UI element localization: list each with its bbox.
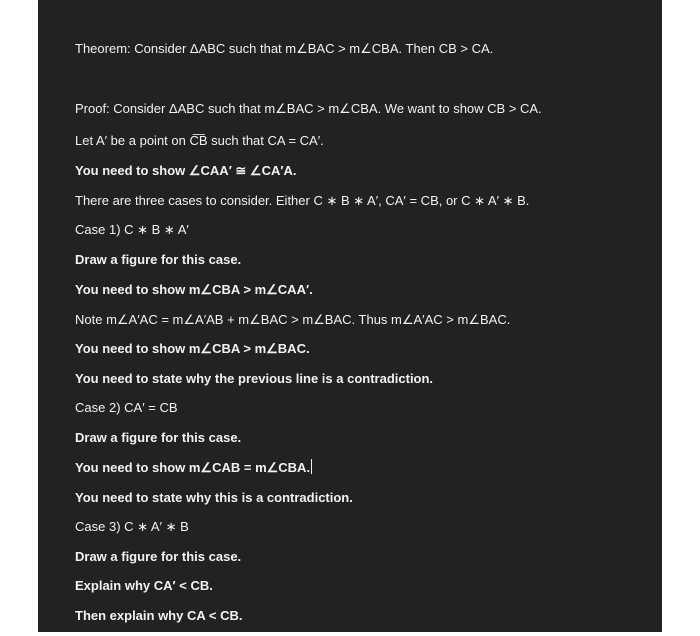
case-1-task-show: You need to show m∠CBA > m∠CAA′. bbox=[75, 282, 313, 297]
three-cases-statement: There are three cases to consider. Either C ∗ B ∗ A′, CA′ = CB, or C ∗ A′ ∗ B. bbox=[75, 193, 530, 208]
case-1-note: Note m∠A′AC = m∠A′AB + m∠BAC > m∠BAC. Thus m∠A′AC > m∠BAC. bbox=[75, 312, 511, 327]
case-3-explain-1: Explain why CA′ < CB. bbox=[75, 578, 213, 593]
case-1-contradiction: You need to state why the previous line is a contradiction. bbox=[75, 371, 434, 386]
case-2-task-show[interactable] bbox=[75, 459, 312, 477]
case-2-task-text: You need to show m∠CAB = m∠CBA. bbox=[75, 460, 311, 475]
case-2-draw-figure: Draw a figure for this case. bbox=[75, 430, 242, 445]
case-2-heading: Case 2) CA′ = CB bbox=[75, 400, 178, 415]
case-1-draw-figure: Draw a figure for this case. bbox=[75, 252, 242, 267]
proof-intro: Proof: Consider ΔABC such that m∠BAC > m∠CBA. We want to show CB > CA. bbox=[75, 101, 542, 116]
case-1-heading: Case 1) C ∗ B ∗ A′ bbox=[75, 222, 189, 237]
case-1-task-show-2: You need to show m∠CBA > m∠BAC. bbox=[75, 341, 310, 356]
task-show-angles-congruent: You need to show ∠CAA′ ≅ ∠CA′A. bbox=[75, 163, 297, 178]
case-3-draw-figure: Draw a figure for this case. bbox=[75, 549, 242, 564]
theorem-statement: Theorem: Consider ΔABC such that m∠BAC > m∠CBA. Then CB > CA. bbox=[75, 41, 494, 56]
case-3-heading: Case 3) C ∗ A′ ∗ B bbox=[75, 519, 189, 534]
define-point-a-prime: Let A′ be a point on C͞B such that CA = CA′. bbox=[75, 133, 324, 148]
text-cursor bbox=[311, 459, 312, 474]
document-page bbox=[38, 0, 662, 632]
case-3-explain-2: Then explain why CA < CB. bbox=[75, 608, 243, 623]
case-2-contradiction: You need to state why this is a contradiction. bbox=[75, 490, 353, 505]
